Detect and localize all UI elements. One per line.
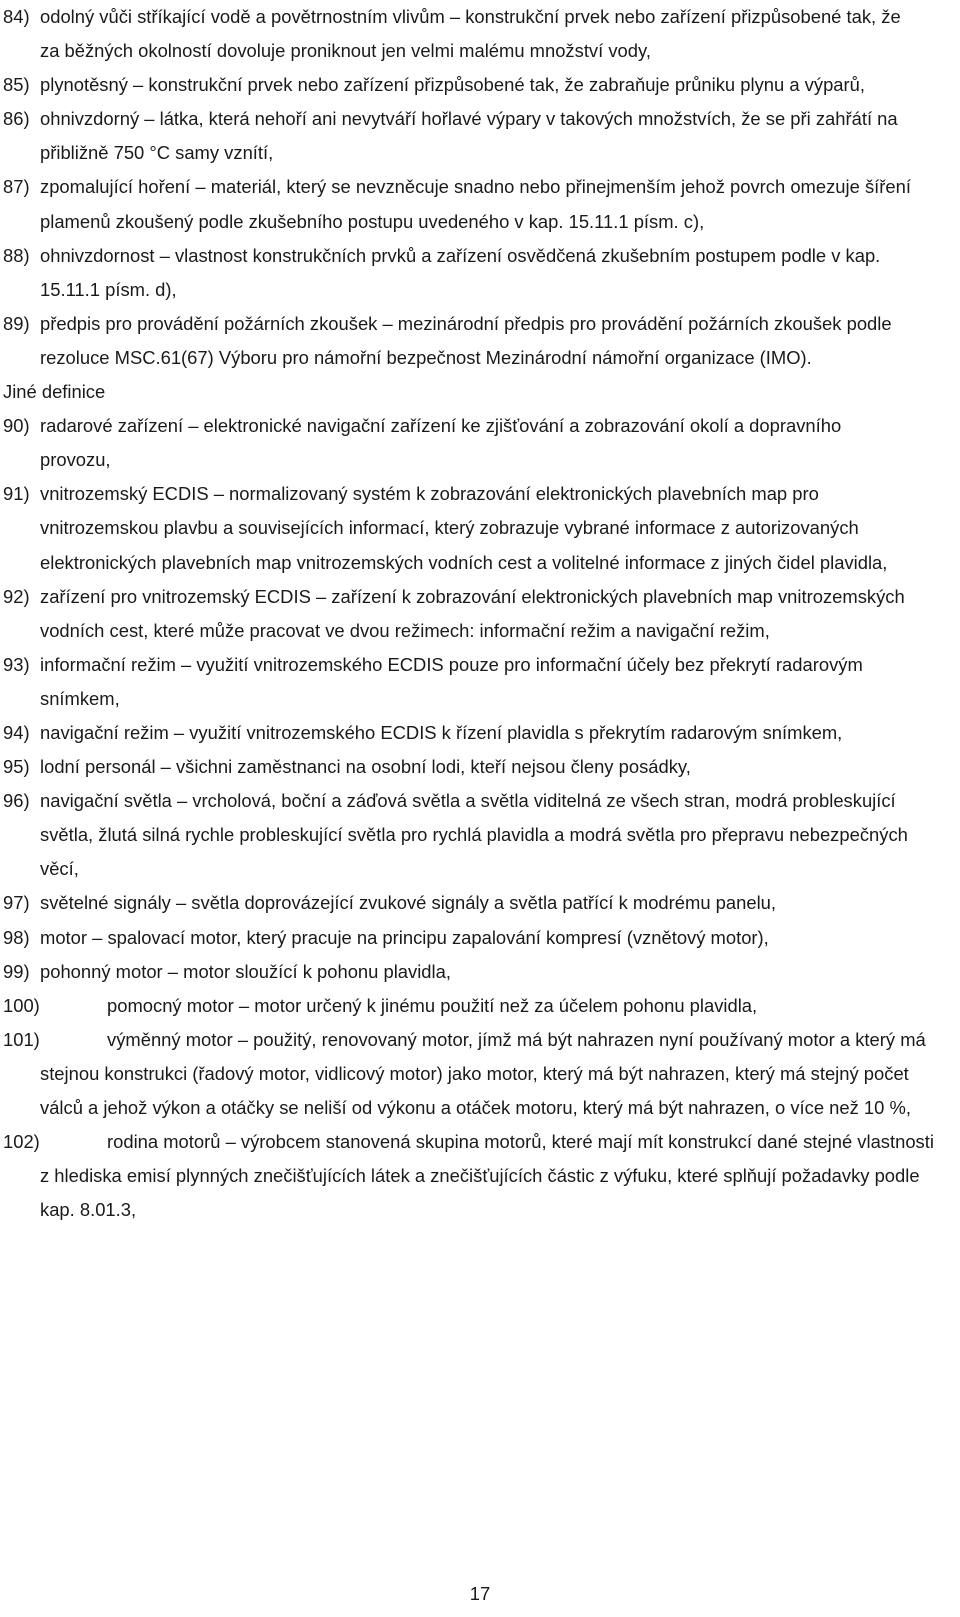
- item-number: 99): [3, 960, 30, 982]
- list-item: [3, 102, 943, 170]
- list-item: [3, 0, 943, 68]
- list-item: [3, 580, 943, 648]
- list-item: [3, 68, 943, 102]
- item-number: 94): [3, 721, 30, 743]
- item-text: vnitrozemský ECDIS – normalizovaný systém k zobrazování elektronických plavebních map pro vnitrozemskou plavbu a souvisejících informací, který zobrazuje vybrané informace z autorizovaných elektronických plavebních map vnitrozemských vodních cest a volitelné informace z jiných čidel plavidla,: [40, 483, 888, 573]
- item-text: zpomalující hoření – materiál, který se nevzněcuje snadno nebo přinejmenším jehož povrch omezuje šíření plamenů zkoušený podle zkušebního postupu uvedeného v kap. 15.11.1 písm. c),: [40, 176, 911, 232]
- item-number: 95): [3, 756, 30, 778]
- list-item: [3, 886, 943, 920]
- list-item: [3, 307, 943, 375]
- list-item: [3, 1125, 943, 1227]
- item-number: 100): [3, 994, 40, 1016]
- item-number: 101): [3, 1028, 40, 1050]
- list-item: [3, 648, 943, 716]
- definitions-list: [3, 0, 943, 1227]
- item-text: ohnivzdorný – látka, která nehoří ani nevytváří hořlavé výpary v takových množstvích, že se při zahřátí na přibližně 750 °C samy vznítí,: [40, 108, 898, 164]
- item-number: 92): [3, 585, 30, 607]
- item-number: 98): [3, 926, 30, 948]
- item-text: předpis pro provádění požárních zkoušek – mezinárodní předpis pro provádění požárních zkoušek podle rezoluce MSC.61(67) Výboru pro námořní bezpečnost Mezinárodní námořní organizace (IMO).: [40, 312, 892, 368]
- list-item: [3, 784, 943, 886]
- item-number: 85): [3, 74, 30, 96]
- section-heading: Jiné definice: [3, 381, 106, 403]
- list-item: [3, 716, 943, 750]
- list-item: [3, 921, 943, 955]
- item-number: 96): [3, 790, 30, 812]
- item-number: 84): [3, 6, 30, 27]
- list-item: [3, 750, 943, 784]
- item-text: výměnný motor – použitý, renovovaný motor, jímž má být nahrazen nyní používaný motor a který má stejnou konstrukci (řadový motor, vidlicový motor) jako motor, který má být nahrazen, který má stejný počet válců a jehož výkon a otáčky se neliší od výkonu a otáček motoru, který má být nahrazen, o více než 10 %,: [40, 1028, 926, 1118]
- item-text: navigační režim – využití vnitrozemského ECDIS k řízení plavidla s překrytím radarovým snímkem,: [40, 721, 843, 743]
- item-text: navigační světla – vrcholová, boční a záďová světla a světla viditelná ze všech stran, modrá probleskující světla, žlutá silná rychle probleskující světla pro rychlá plavidla a modrá světla pro přepravu nebezpečných věcí,: [40, 790, 908, 880]
- list-item: [3, 955, 943, 989]
- item-text: pohonný motor – motor sloužící k pohonu plavidla,: [40, 960, 451, 982]
- item-text: rodina motorů – výrobcem stanovená skupina motorů, které mají mít konstrukcí dané stejné vlastnosti z hlediska emisí plynných znečišťujících látek a znečišťujících částic z výfuku, které splňují požadavky podle kap. 8.01.3,: [40, 1131, 934, 1221]
- item-number: 97): [3, 892, 30, 914]
- list-item: [3, 409, 943, 477]
- item-number: 87): [3, 176, 30, 198]
- item-number: 102): [3, 1131, 40, 1153]
- item-number: 89): [3, 312, 30, 334]
- item-number: 86): [3, 108, 30, 130]
- item-text: odolný vůči stříkající vodě a povětrnostním vlivům – konstrukční prvek nebo zařízení přizpůsobené tak, že za běžných okolností dovoluje proniknout jen velmi malému množství vody,: [40, 6, 901, 62]
- item-text: motor – spalovací motor, který pracuje na principu zapalování kompresí (vznětový motor),: [40, 926, 769, 948]
- item-number: 90): [3, 415, 30, 437]
- item-text: plynotěsný – konstrukční prvek nebo zařízení přizpůsobené tak, že zabraňuje průniku plynu a výparů,: [40, 74, 865, 96]
- item-text: zařízení pro vnitrozemský ECDIS – zařízení k zobrazování elektronických plavebních map vnitrozemských vodních cest, které může pracovat ve dvou režimech: informační režim a navigační režim,: [40, 585, 905, 641]
- list-item: [3, 170, 943, 238]
- item-number: 93): [3, 653, 30, 675]
- item-number: 91): [3, 483, 30, 505]
- list-item: [3, 477, 943, 579]
- item-text: lodní personál – všichni zaměstnanci na osobní lodi, kteří nejsou členy posádky,: [40, 756, 691, 778]
- item-text: ohnivzdornost – vlastnost konstrukčních prvků a zařízení osvědčená zkušebním postupem podle v kap. 15.11.1 písm. d),: [40, 244, 881, 300]
- item-text: světelné signály – světla doprovázející zvukové signály a světla patřící k modrému panelu,: [40, 892, 777, 914]
- list-item: [3, 239, 943, 307]
- item-number: 88): [3, 244, 30, 266]
- list-item: [3, 1023, 943, 1125]
- item-text: informační režim – využití vnitrozemského ECDIS pouze pro informační účely bez překrytí radarovým snímkem,: [40, 653, 863, 709]
- page-number: 17: [469, 1583, 491, 1604]
- list-item: [3, 989, 943, 1023]
- item-text: pomocný motor – motor určený k jinému použití než za účelem pohonu plavidla,: [107, 994, 758, 1016]
- item-text: radarové zařízení – elektronické navigační zařízení ke zjišťování a zobrazování okolí a dopravního provozu,: [40, 415, 842, 471]
